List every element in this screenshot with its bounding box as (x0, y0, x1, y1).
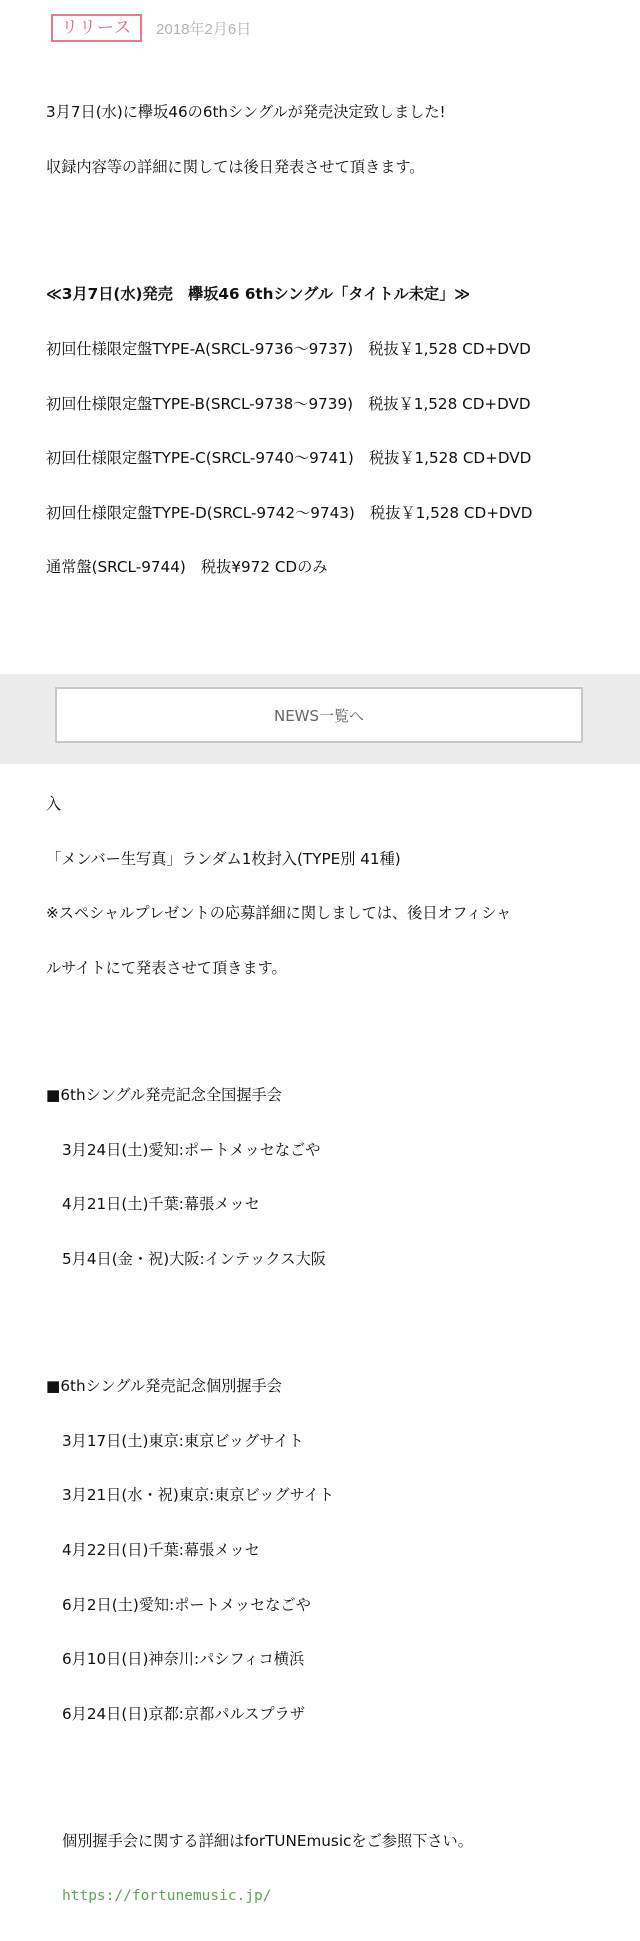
category-badge[interactable]: リリース (51, 14, 142, 42)
details-note: 個別握手会に関する詳細はforTUNEmusicをご参照下さい。 (62, 1832, 473, 1851)
footer-area (0, 674, 640, 764)
release-title: ≪3月7日(水)発売 欅坂46 6thシングル「タイトル未定」≫ (46, 285, 471, 304)
bonus-line: 入 (46, 794, 62, 813)
individual-event: 3月21日(水・祝)東京:東京ビッグサイト (62, 1486, 335, 1505)
national-handshake-title: ■6thシングル発売記念全国握手会 (46, 1086, 282, 1105)
individual-handshake-title: ■6thシングル発売記念個別握手会 (46, 1377, 282, 1396)
individual-event: 4月22日(日)千葉:幕張メッセ (62, 1541, 260, 1560)
intro-line: 収録内容等の詳細に関しては後日発表させて頂きます。 (46, 158, 425, 176)
edition-line: 初回仕様限定盤TYPE-B(SRCL-9738～9739) 税抜￥1,528 CD+DVD (46, 394, 531, 413)
bonus-line: ルサイトにて発表させて頂きます。 (46, 958, 287, 977)
spacer (46, 213, 626, 231)
spacer (46, 1304, 626, 1322)
individual-event: 6月24日(日)京都:京都パルスプラザ (62, 1704, 305, 1723)
individual-event: 6月10日(日)神奈川:パシフィコ横浜 (62, 1650, 305, 1669)
publish-date: 2018年2月6日 (156, 20, 252, 38)
national-event: 4月21日(土)千葉:幕張メッセ (62, 1195, 260, 1214)
intro-line: 3月7日(水)に欅坂46の6thシングルが発売決定致しました! (46, 103, 446, 122)
spacer (46, 1759, 626, 1777)
edition-line: 初回仕様限定盤TYPE-A(SRCL-9736～9737) 税抜￥1,528 CD+DVD (46, 339, 531, 358)
edition-line: 通常盤(SRCL-9744) 税抜¥972 CDのみ (46, 558, 328, 577)
individual-event: 6月2日(土)愛知:ポートメッセなごや (62, 1595, 311, 1614)
fortune-music-link[interactable]: https://fortunemusic.jp/ (62, 1887, 272, 1904)
edition-line: 初回仕様限定盤TYPE-D(SRCL-9742～9743) 税抜￥1,528 CD+DVD (46, 503, 533, 522)
edition-line: 初回仕様限定盤TYPE-C(SRCL-9740～9741) 税抜￥1,528 CD+DVD (46, 449, 532, 468)
news-list-button[interactable]: NEWS一覧へ (55, 687, 583, 743)
bonus-line: ※スペシャルプレゼントの応募詳細に関しましては、後日オフィシャ (46, 904, 512, 923)
article-meta (51, 14, 251, 42)
national-event: 5月4日(金・祝)大阪:インテックス大阪 (62, 1249, 326, 1268)
national-event: 3月24日(土)愛知:ポートメッセなごや (62, 1140, 321, 1159)
individual-event: 3月17日(土)東京:東京ビッグサイト (62, 1431, 304, 1450)
article-body (46, 67, 626, 1941)
spacer (46, 613, 626, 631)
spacer (46, 1013, 626, 1031)
bonus-line: 「メンバー生写真」ランダム1枚封入(TYPE別 41種) (46, 849, 401, 868)
